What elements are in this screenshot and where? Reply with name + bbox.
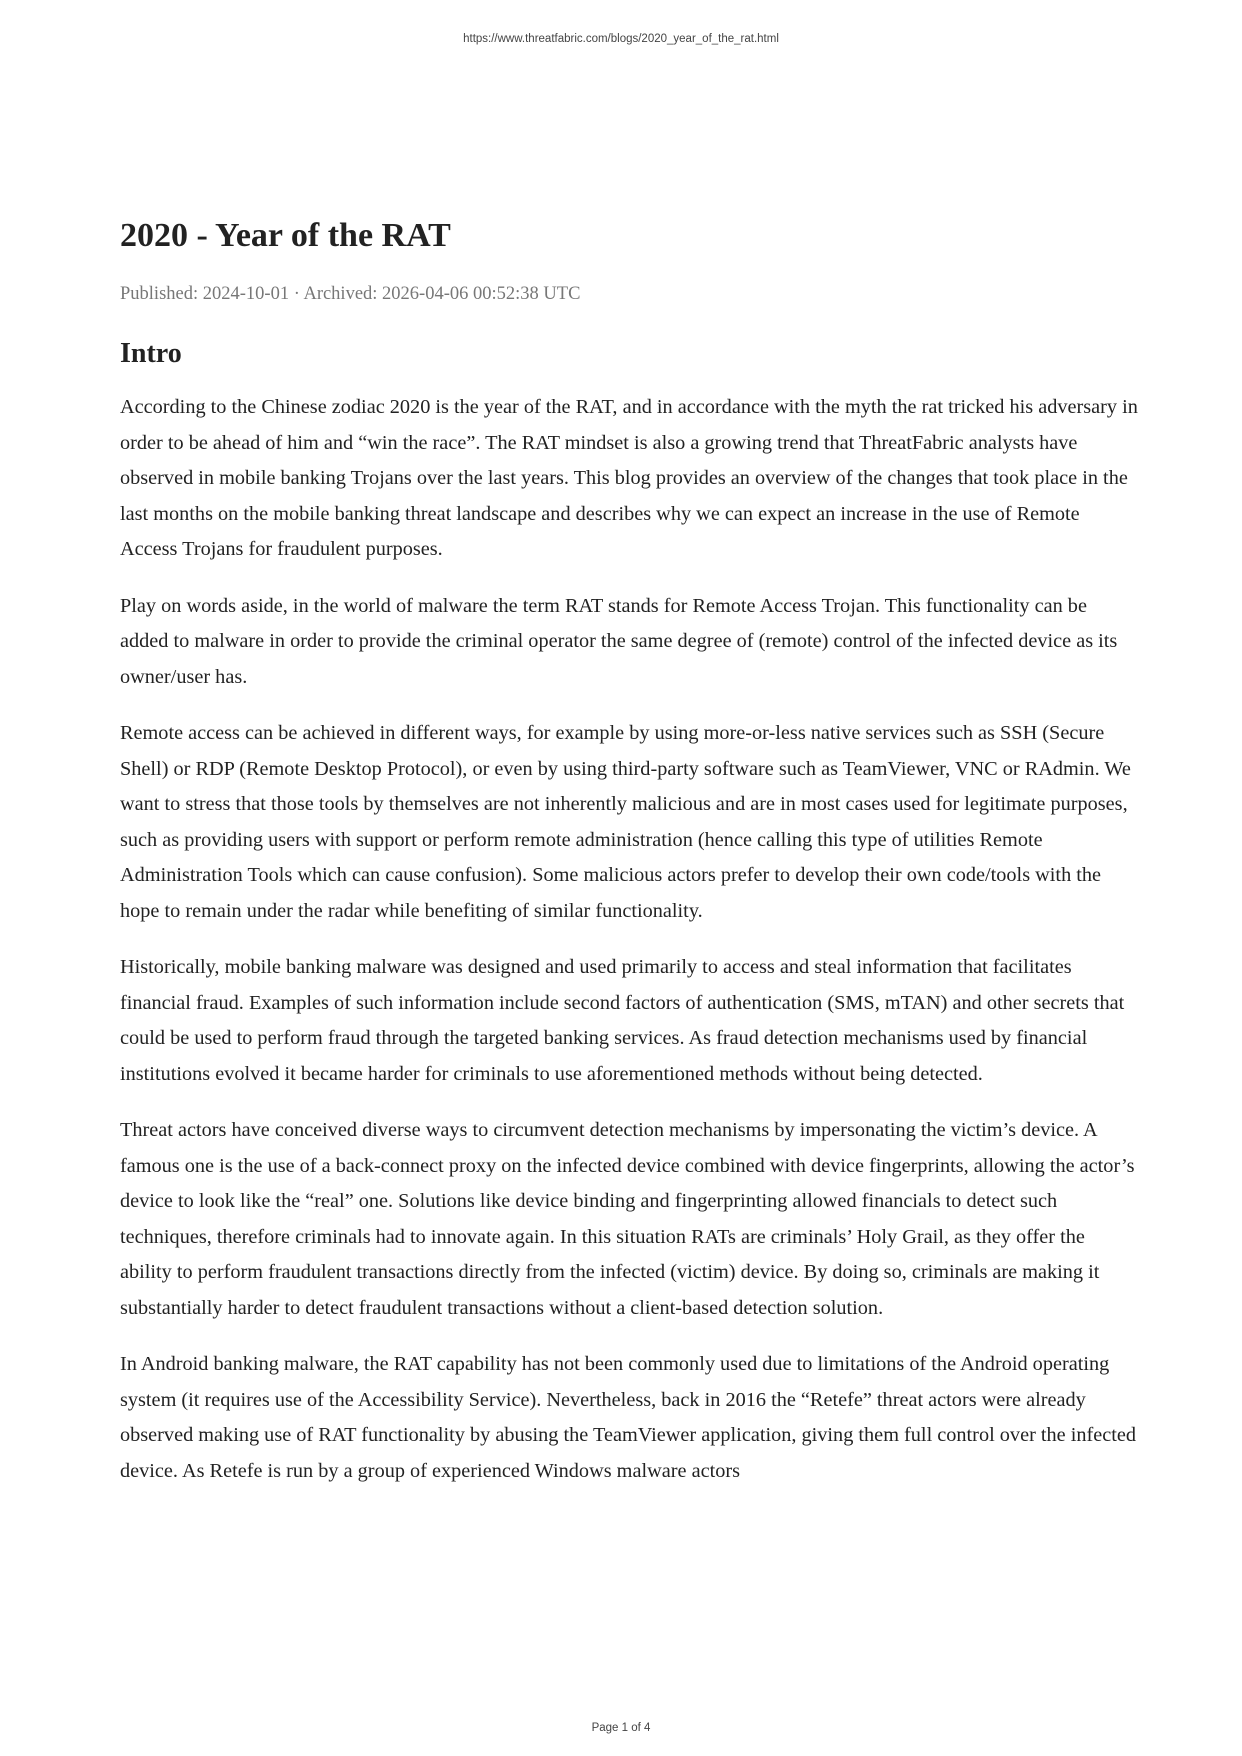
article bbox=[120, 212, 1138, 1510]
page-url: https://www.threatfabric.com/blogs/2020_year_of_the_rat.html bbox=[463, 33, 779, 45]
article-title: 2020 - Year of the RAT bbox=[120, 217, 451, 254]
article-meta: Published: 2024-10-01 · Archived: 2026-04-06 00:52:38 UTC bbox=[120, 284, 581, 304]
section-heading-intro: Intro bbox=[120, 338, 182, 369]
paragraph: Historically, mobile banking malware was designed and used primarily to access and steal information that facilitates financial fraud. Examples of such information include second factors of authentication (SMS, mTAN) and other secrets that could be used to perform fraud through the targeted banking services. As fraud detection mechanisms used by financial institutions evolved it became harder for criminals to use aforementioned methods without being detected. bbox=[120, 956, 1125, 1085]
paragraph: According to the Chinese zodiac 2020 is the year of the RAT, and in accordance with the myth the rat tricked his adversary in order to be ahead of him and “win the race”. The RAT mindset is also a growing trend that ThreatFabric analysts have observed in mobile banking Trojans over the last years. This blog provides an overview of the changes that took place in the last months on the mobile banking threat landscape and describes why we can expect an increase in the use of Remote Access Trojans for fraudulent purposes. bbox=[120, 396, 1138, 560]
paragraph: Remote access can be achieved in different ways, for example by using more-or-less native services such as SSH (Secure Shell) or RDP (Remote Desktop Protocol), or even by using third-party software such as TeamViewer, VNC or RAdmin. We want to stress that those tools by themselves are not inherently malicious and are in most cases used for legitimate purposes, such as providing users with support or perform remote administration (hence calling this type of utilities Remote Administration Tools which can cause confusion). Some malicious actors prefer to develop their own code/tools with the hope to remain under the radar while benefiting of similar functionality. bbox=[120, 722, 1131, 922]
paragraph: Threat actors have conceived diverse ways to circumvent detection mechanisms by impersonating the victim’s device. A famous one is the use of a back-connect proxy on the infected device combined with device fingerprints, allowing the actor’s device to look like the “real” one. Solutions like device binding and fingerprinting allowed financials to detect such techniques, therefore criminals had to innovate again. In this situation RATs are criminals’ Holy Grail, as they offer the ability to perform fraudulent transactions directly from the infected (victim) device. By doing so, criminals are making it substantially harder to detect fraudulent transactions without a client-based detection solution. bbox=[120, 1119, 1135, 1319]
page-number: Page 1 of 4 bbox=[591, 1722, 651, 1734]
paragraph: Play on words aside, in the world of malware the term RAT stands for Remote Access Trojan. This functionality can be added to malware in order to provide the criminal operator the same degree of (remote) control of the infected device as its owner/user has. bbox=[120, 594, 1118, 688]
paragraph: In Android banking malware, the RAT capability has not been commonly used due to limitations of the Android operating system (it requires use of the Accessibility Service). Nevertheless, back in 2016 the “Retefe” threat actors were already observed making use of RAT functionality by abusing the TeamViewer application, giving them full control over the infected device. As Retefe is run by a group of experienced Windows malware actors bbox=[120, 1353, 1137, 1482]
